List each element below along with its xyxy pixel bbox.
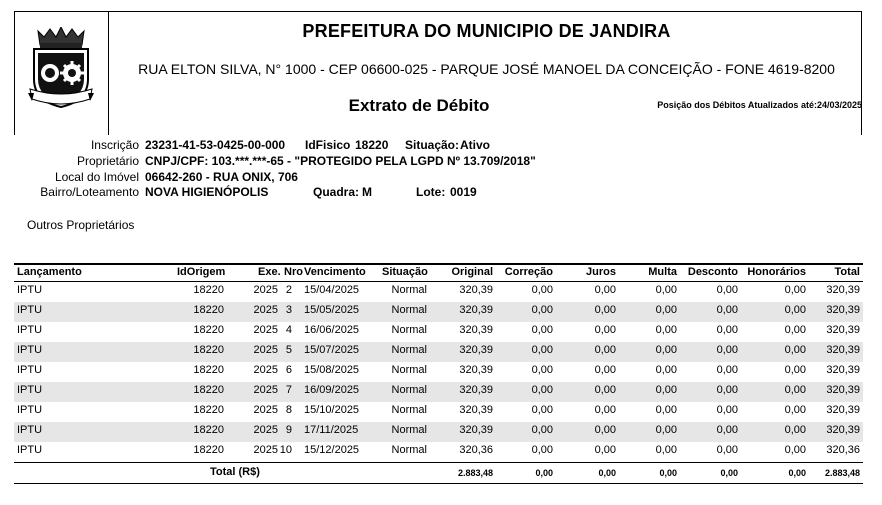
inscricao-label: Inscrição [90,138,139,152]
cell-lancamento: IPTU [17,404,43,416]
cell-correcao: 0,00 [531,424,553,436]
header-divider-rule [108,11,109,135]
cell-exe: 2025 [253,424,278,436]
header-top-rule [14,11,862,12]
situacao-value: Ativo [460,138,490,152]
cell-original: 320,36 [459,444,493,456]
cell-vencimento: 17/11/2025 [304,424,359,436]
col-multa: Multa [648,266,677,278]
table-header [14,263,863,282]
table-row [14,422,863,442]
cell-lancamento: IPTU [17,284,43,296]
municipality-title: PREFEITURA DO MUNICIPIO DE JANDIRA [302,21,671,41]
cell-exe: 2025 [253,304,278,316]
cell-juros: 0,00 [594,284,616,296]
table-row [14,322,863,342]
cell-desconto: 0,00 [716,304,738,316]
cell-vencimento: 15/04/2025 [304,284,360,296]
cell-honorarios: 0,00 [784,364,806,376]
cell-total: 320,39 [826,304,860,316]
cell-multa: 0,00 [655,304,677,316]
cell-situacao: Normal [391,304,427,316]
cell-original: 320,39 [459,404,493,416]
total-correcao: 0,00 [535,468,553,478]
cell-multa: 0,00 [655,384,677,396]
cell-vencimento: 16/06/2025 [304,324,360,336]
cell-juros: 0,00 [594,404,616,416]
col-correcao: Correção [504,266,553,278]
header-right-rule [861,11,862,135]
cell-situacao: Normal [391,364,427,376]
cell-multa: 0,00 [655,404,677,416]
idfisico-label: IdFisico [305,138,351,152]
cell-idorigem: 18220 [193,364,224,376]
cell-lancamento: IPTU [17,384,43,396]
cell-situacao: Normal [391,404,427,416]
bairro-label: Bairro/Loteamento [40,185,139,199]
cell-nro: 4 [285,324,292,336]
col-total: Total [834,266,860,278]
cell-juros: 0,00 [594,304,616,316]
cell-honorarios: 0,00 [784,384,806,396]
cell-idorigem: 18220 [193,384,224,396]
document-title: Extrato de Débito [348,96,490,115]
cell-vencimento: 15/08/2025 [304,364,360,376]
cell-exe: 2025 [253,344,278,356]
col-nro: Nro [284,266,303,278]
proprietario-label: Proprietário [76,154,139,168]
situacao-label: Situação: [405,138,460,152]
cell-desconto: 0,00 [716,444,738,456]
cell-idorigem: 18220 [193,404,224,416]
lote-label: Lote: [416,185,446,199]
total-total: 2.883,48 [824,468,860,478]
cell-vencimento: 15/05/2025 [304,304,360,316]
table-body [14,282,863,462]
cell-original: 320,39 [459,424,493,436]
cell-vencimento: 15/12/2025 [304,444,360,456]
table-row [14,282,863,302]
cell-total: 320,39 [826,424,860,436]
cell-multa: 0,00 [655,284,677,296]
col-desconto: Desconto [687,266,738,278]
cell-lancamento: IPTU [17,364,43,376]
cell-total: 320,39 [826,344,860,356]
cell-nro: 7 [285,384,292,396]
quadra-label: Quadra: [313,185,360,199]
cell-multa: 0,00 [655,324,677,336]
cell-exe: 2025 [253,324,278,336]
total-desconto: 0,00 [720,468,738,478]
cell-situacao: Normal [391,424,427,436]
cell-juros: 0,00 [594,384,616,396]
table-totals-row [14,462,863,484]
cell-honorarios: 0,00 [784,424,806,436]
cell-situacao: Normal [391,344,427,356]
cell-nro: 8 [285,404,292,416]
cell-exe: 2025 [253,364,278,376]
cell-situacao: Normal [391,324,427,336]
table-row [14,382,863,402]
cell-total: 320,39 [826,284,860,296]
cell-juros: 0,00 [594,324,616,336]
cell-total: 320,39 [826,404,860,416]
cell-lancamento: IPTU [17,424,43,436]
cell-idorigem: 18220 [193,304,224,316]
cell-nro: 10 [279,444,292,456]
cell-nro: 6 [285,364,292,376]
position-date: Posição dos Débitos Atualizados até:24/03/2025 [657,100,862,110]
cell-situacao: Normal [391,444,427,456]
cell-correcao: 0,00 [531,304,553,316]
cell-original: 320,39 [459,364,493,376]
cell-multa: 0,00 [655,444,677,456]
cell-honorarios: 0,00 [784,324,806,336]
cell-desconto: 0,00 [716,344,738,356]
cell-idorigem: 18220 [193,444,224,456]
quadra-value: M [362,185,372,199]
cell-nro: 2 [285,284,292,296]
cell-original: 320,39 [459,344,493,356]
cell-idorigem: 18220 [193,424,224,436]
cell-nro: 5 [285,344,292,356]
other-owners-label: Outros Proprietários [27,218,135,232]
local-label: Local do Imóvel [54,170,139,184]
cell-lancamento: IPTU [17,444,43,456]
totals-label: Total (R$) [210,466,260,478]
cell-exe: 2025 [253,444,278,456]
cell-honorarios: 0,00 [784,344,806,356]
cell-original: 320,39 [459,284,493,296]
cell-honorarios: 0,00 [784,444,806,456]
cell-desconto: 0,00 [716,384,738,396]
col-original: Original [451,266,493,278]
debt-table [14,263,863,484]
cell-multa: 0,00 [655,424,677,436]
col-idorigem: IdOrigem [177,266,226,278]
total-honorarios: 0,00 [788,468,806,478]
cell-correcao: 0,00 [531,384,553,396]
cell-honorarios: 0,00 [784,404,806,416]
table-row [14,342,863,362]
total-juros: 0,00 [598,468,616,478]
document-header [14,11,862,135]
municipal-crest-icon [26,27,96,113]
cell-total: 320,39 [826,364,860,376]
cell-exe: 2025 [253,384,278,396]
cell-juros: 0,00 [594,364,616,376]
cell-lancamento: IPTU [17,344,43,356]
bairro-value: NOVA HIGIENÓPOLIS [145,185,269,199]
cell-idorigem: 18220 [193,284,224,296]
col-honorarios: Honorários [747,266,806,278]
cell-multa: 0,00 [655,344,677,356]
table-row [14,302,863,322]
lote-value: 0019 [450,185,477,199]
cell-correcao: 0,00 [531,284,553,296]
cell-total: 320,36 [826,444,860,456]
local-value: 06642-260 - RUA ONIX, 706 [145,170,298,184]
cell-multa: 0,00 [655,364,677,376]
cell-honorarios: 0,00 [784,304,806,316]
cell-original: 320,39 [459,324,493,336]
cell-correcao: 0,00 [531,364,553,376]
cell-juros: 0,00 [594,444,616,456]
total-multa: 0,00 [659,468,677,478]
cell-desconto: 0,00 [716,404,738,416]
cell-lancamento: IPTU [17,304,43,316]
cell-total: 320,39 [826,384,860,396]
cell-vencimento: 15/07/2025 [304,344,360,356]
cell-desconto: 0,00 [716,364,738,376]
cell-correcao: 0,00 [531,344,553,356]
cell-desconto: 0,00 [716,284,738,296]
cell-nro: 9 [285,424,292,436]
cell-correcao: 0,00 [531,324,553,336]
proprietario-value: CNPJ/CPF: 103.***.***-65 - "PROTEGIDO PELA LGPD Nº 13.709/2018" [145,154,536,168]
col-juros: Juros [586,266,616,278]
cell-lancamento: IPTU [17,324,43,336]
cell-desconto: 0,00 [716,324,738,336]
cell-original: 320,39 [459,304,493,316]
cell-honorarios: 0,00 [784,284,806,296]
cell-total: 320,39 [826,324,860,336]
cell-correcao: 0,00 [531,404,553,416]
cell-correcao: 0,00 [531,444,553,456]
col-lancamento: Lançamento [17,266,82,278]
col-exe: Exe. [258,266,281,278]
idfisico-value: 18220 [355,138,389,152]
cell-idorigem: 18220 [193,344,224,356]
cell-exe: 2025 [253,404,278,416]
municipality-address: RUA ELTON SILVA, N° 1000 - CEP 06600-025 - PARQUE JOSÉ MANOEL DA CONCEIÇÃO - FONE 4619-8200 [138,61,835,77]
cell-vencimento: 15/10/2025 [304,404,360,416]
cell-situacao: Normal [391,284,427,296]
header-left-rule [14,11,15,135]
col-vencimento: Vencimento [304,266,366,278]
cell-desconto: 0,00 [716,424,738,436]
table-row [14,362,863,382]
total-original: 2.883,48 [457,468,493,478]
cell-nro: 3 [285,304,292,316]
cell-idorigem: 18220 [193,324,224,336]
cell-situacao: Normal [391,384,427,396]
cell-exe: 2025 [253,284,278,296]
cell-juros: 0,00 [594,424,616,436]
inscricao-value: 23231-41-53-0425-00-000 [145,138,286,152]
table-row [14,442,863,462]
col-situacao: Situação [382,266,428,278]
cell-juros: 0,00 [594,344,616,356]
table-row [14,402,863,422]
cell-original: 320,39 [459,384,493,396]
cell-vencimento: 16/09/2025 [304,384,360,396]
